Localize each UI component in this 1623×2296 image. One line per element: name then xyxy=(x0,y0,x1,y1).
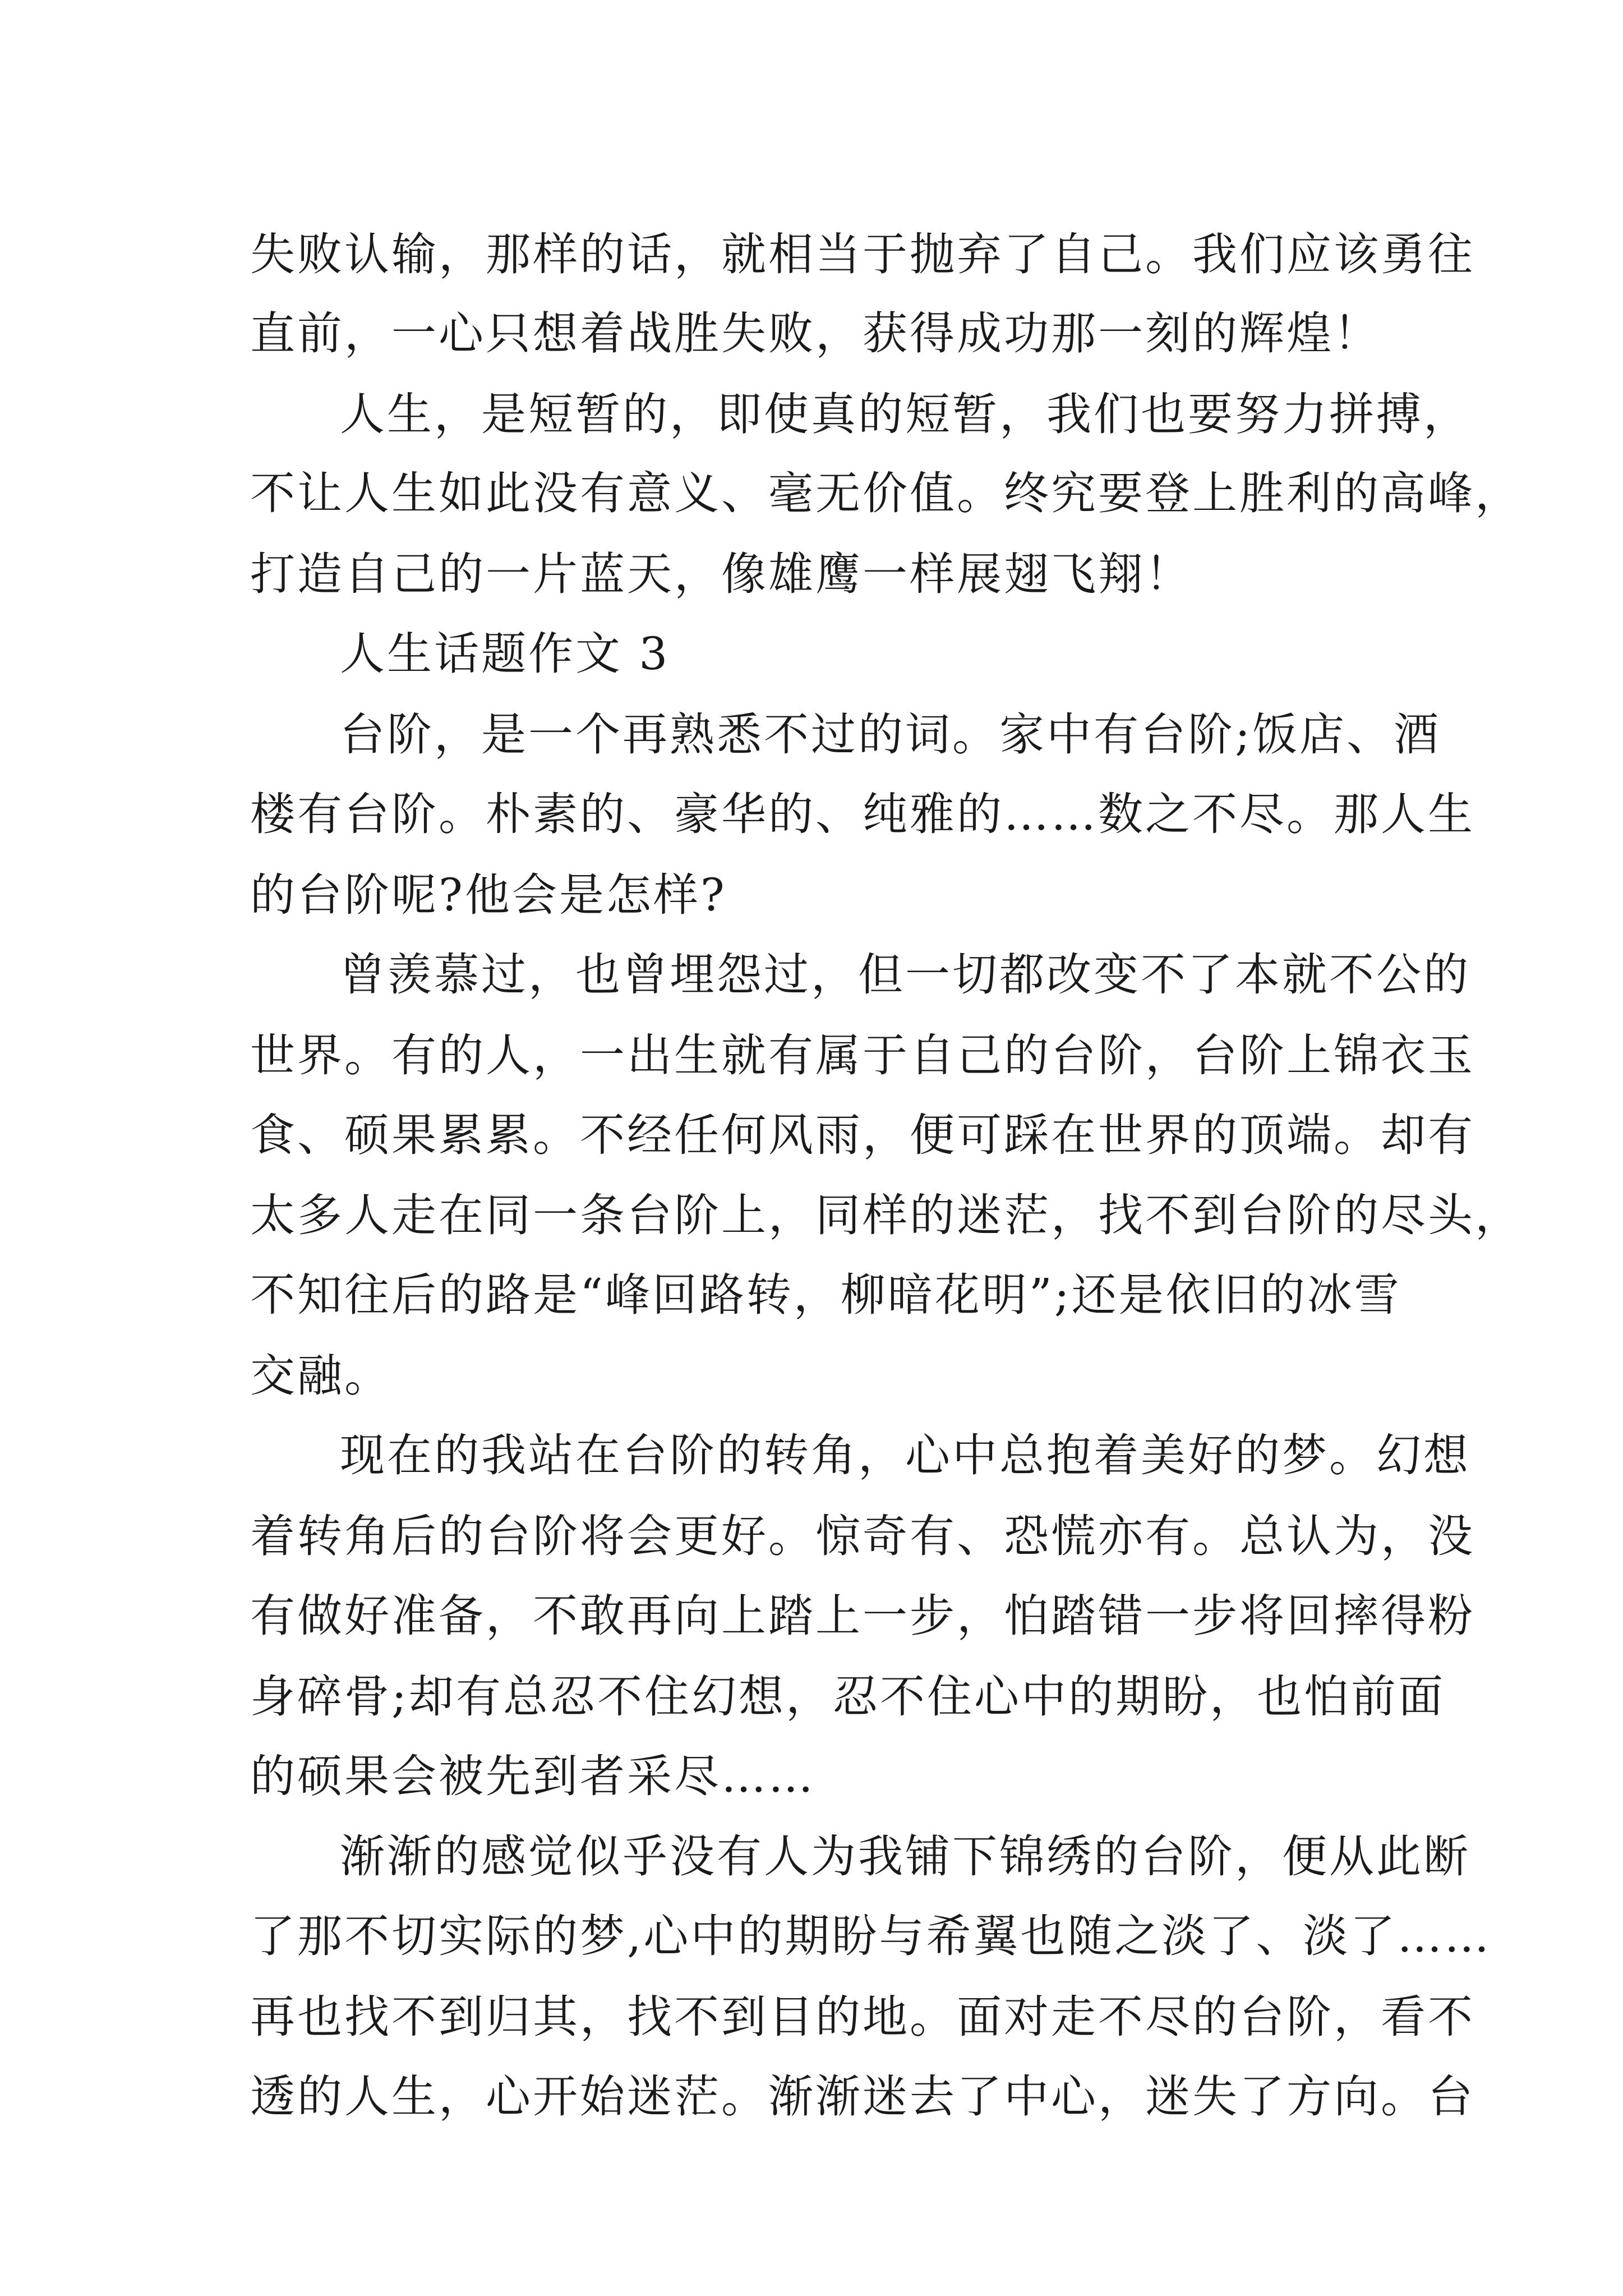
paragraph-start-line: 曾羡慕过，也曾埋怨过，但一切都改变不了本就不公的 xyxy=(340,949,1470,1001)
section-heading: 人生话题作文 3 xyxy=(340,628,670,680)
text-line: 身碎骨;却有总忍不住幻想，忍不住心中的期盼，也怕前面 xyxy=(250,1671,1445,1723)
text-line: 了那不切实际的梦,心中的期盼与希翼也随之淡了、淡了…… xyxy=(250,1910,1492,1962)
text-line: 再也找不到归其，找不到目的地。面对走不尽的台阶，看不 xyxy=(250,1991,1475,2043)
text-line: 不让人生如此没有意义、毫无价值。终究要登上胜利的高峰， xyxy=(250,467,1522,519)
text-line: 食、硕果累累。不经任何风雨，便可踩在世界的顶端。却有 xyxy=(250,1109,1475,1161)
text-line: 的台阶呢?他会是怎样? xyxy=(250,869,727,921)
text-line: 打造自己的一片蓝天，像雄鹰一样展翅飞翔！ xyxy=(250,548,1192,600)
paragraph-start-line: 人生，是短暂的，即使真的短暂，我们也要努力拼搏， xyxy=(340,388,1470,440)
paragraph-start-line: 现在的我站在台阶的转角，心中总抱着美好的梦。幻想 xyxy=(340,1429,1470,1481)
text-line: 交融。 xyxy=(250,1350,391,1402)
text-line: 有做好准备，不敢再向上踏上一步，怕踏错一步将回摔得粉 xyxy=(250,1590,1475,1642)
text-line: 直前，一心只想着战胜失败，获得成功那一刻的辉煌！ xyxy=(250,307,1381,360)
paragraph-start-line: 台阶，是一个再熟悉不过的词。家中有台阶;饭店、酒 xyxy=(340,708,1441,761)
text-line: 失败认输，那样的话，就相当于抛弃了自己。我们应该勇往 xyxy=(250,228,1475,280)
text-line: 不知往后的路是“峰回路转，柳暗花明”;还是依旧的冰雪 xyxy=(250,1269,1401,1321)
text-line: 太多人走在同一条台阶上，同样的迷茫，找不到台阶的尽头， xyxy=(250,1189,1522,1241)
paragraph-start-line: 渐渐的感觉似乎没有人为我铺下锦绣的台阶，便从此断 xyxy=(340,1830,1470,1883)
text-line: 楼有台阶。朴素的、豪华的、纯雅的……数之不尽。那人生 xyxy=(250,788,1475,840)
text-line: 的硕果会被先到者采尽…… xyxy=(250,1750,815,1802)
text-line: 世界。有的人，一出生就有属于自己的台阶，台阶上锦衣玉 xyxy=(250,1029,1475,1082)
text-line: 着转角后的台阶将会更好。惊奇有、恐慌亦有。总认为，没 xyxy=(250,1510,1475,1562)
text-line: 透的人生，心开始迷茫。渐渐迷去了中心，迷失了方向。台 xyxy=(250,2070,1475,2123)
